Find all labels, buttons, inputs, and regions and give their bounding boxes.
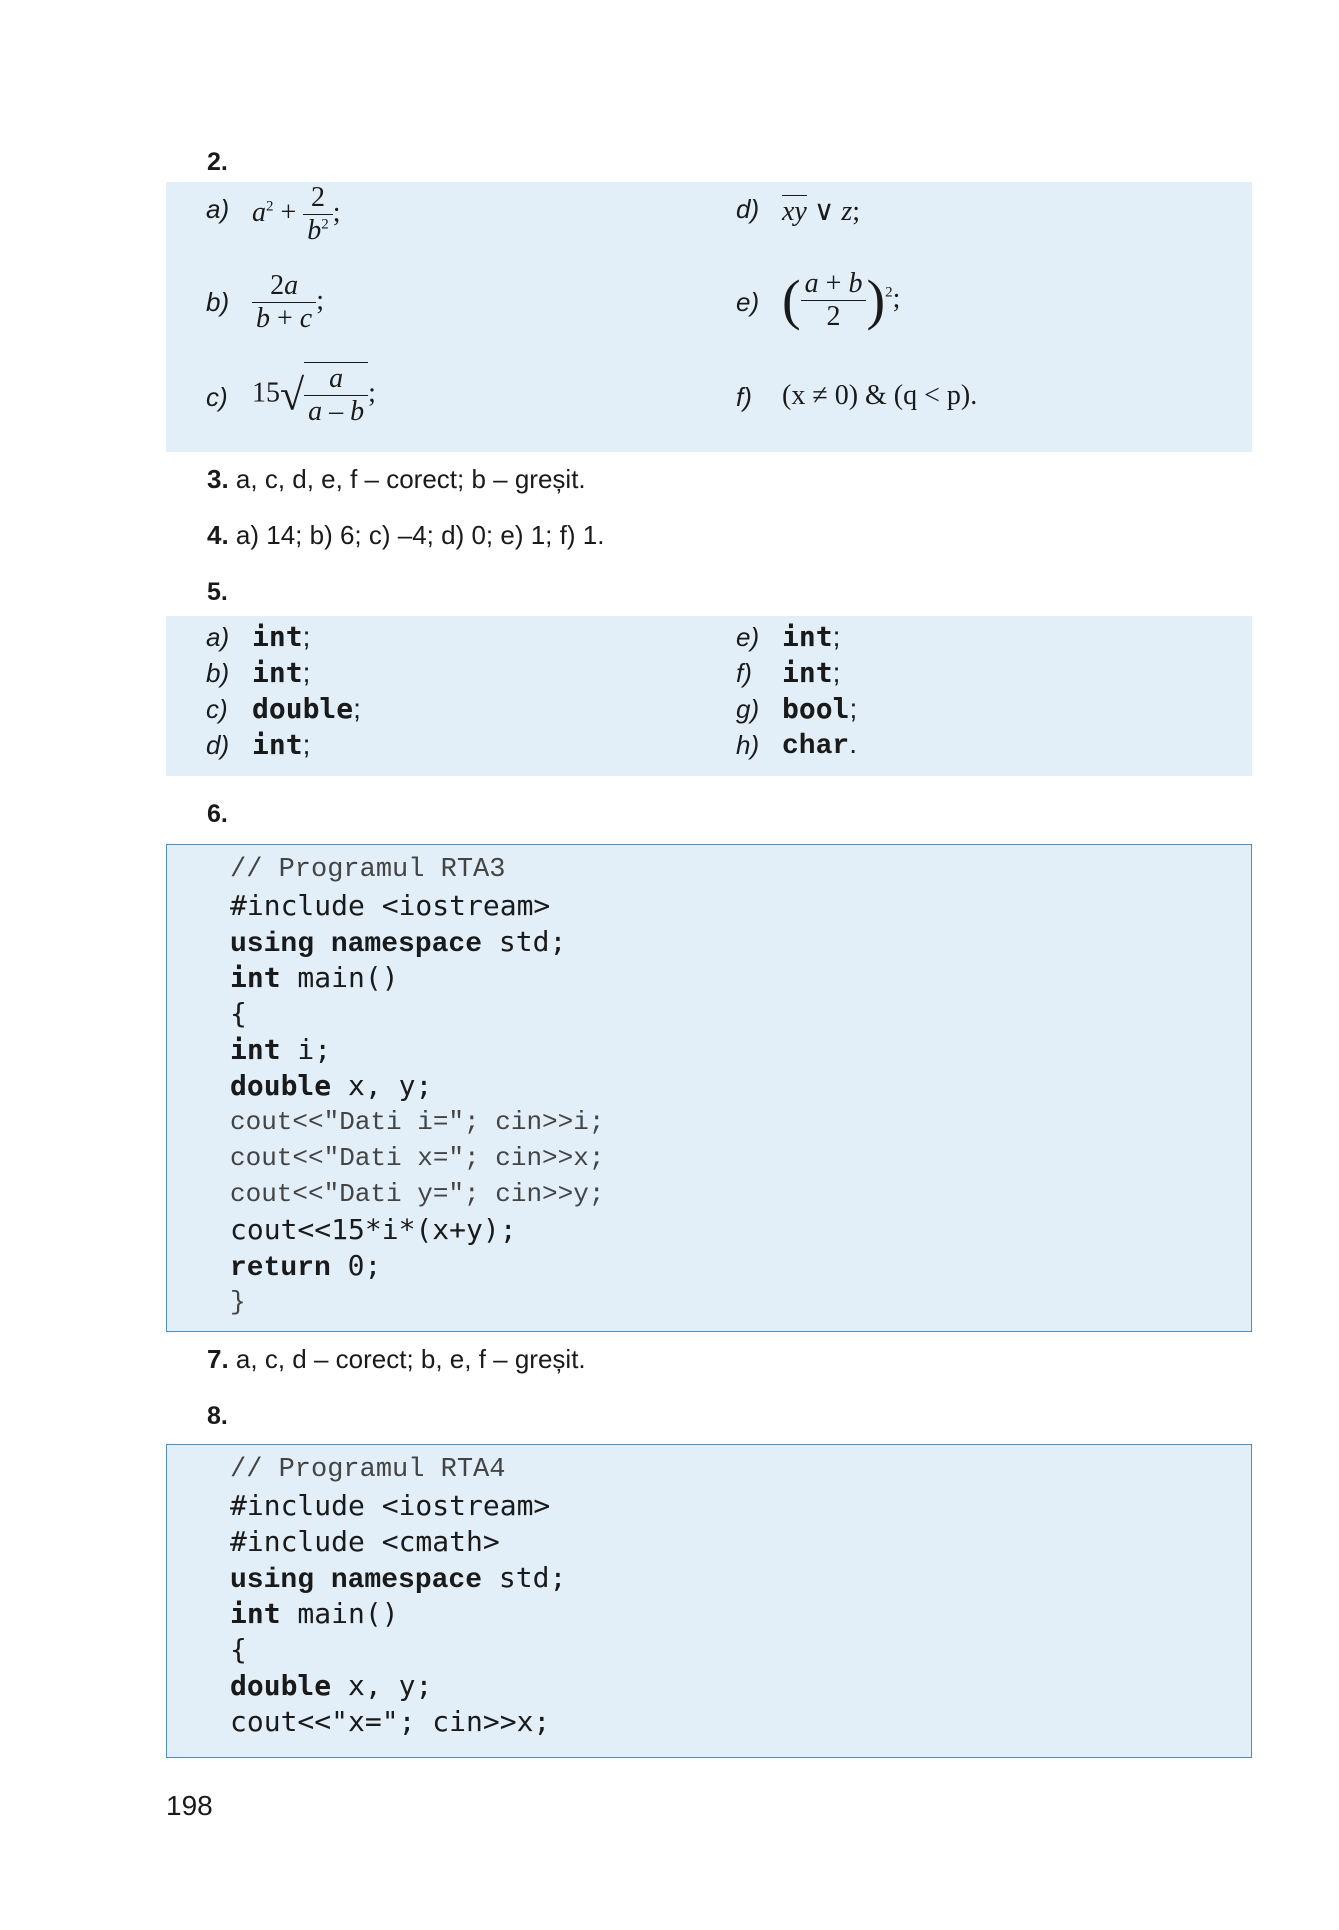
exercise-number-6: 6. bbox=[207, 800, 228, 828]
type-answer: int; bbox=[782, 620, 841, 653]
type-answer: int; bbox=[252, 620, 311, 653]
item-label-f: f) bbox=[736, 382, 752, 412]
item-label-a: a) bbox=[206, 194, 230, 224]
type-answer: int; bbox=[252, 728, 311, 761]
formula-f: (x ≠ 0) & (q < p). bbox=[782, 380, 978, 411]
code-line: #include <cmath> bbox=[230, 1525, 500, 1558]
type-label: b) bbox=[206, 658, 230, 688]
exercise-3-answer: a, c, d, e, f – corect; b – greșit. bbox=[235, 464, 586, 494]
exercise-number-2: 2. bbox=[207, 148, 228, 176]
exercise-7 bbox=[207, 1344, 586, 1375]
type-label: a) bbox=[206, 622, 230, 652]
type-answer: char. bbox=[782, 728, 857, 762]
code-line: return 0; bbox=[230, 1249, 382, 1284]
code-line: double x, y; bbox=[230, 1069, 433, 1102]
exercise-4-answer: a) 14; b) 6; c) –4; d) 0; e) 1; f) 1. bbox=[235, 520, 605, 550]
page-number: 198 bbox=[166, 1790, 213, 1821]
item-label-c: c) bbox=[206, 382, 228, 412]
type-label: d) bbox=[206, 730, 230, 760]
type-answer: bool; bbox=[782, 692, 858, 725]
code-line: } bbox=[230, 1287, 246, 1317]
exercise-number-3: 3. bbox=[207, 464, 229, 494]
exercise-number-7: 7. bbox=[207, 1344, 229, 1374]
code-line: #include <iostream> bbox=[230, 1489, 551, 1522]
type-label: e) bbox=[736, 622, 760, 652]
formula-b: $\frac{2a}{b + c}$ ; bbox=[252, 270, 324, 335]
code-line: cout<<"Dati i="; cin>>i; bbox=[230, 1107, 605, 1137]
type-answer: int; bbox=[252, 656, 311, 689]
exercise-number-8: 8. bbox=[207, 1402, 228, 1430]
formula-c: 15√ $\frac{a}{a - b}$ ; bbox=[252, 363, 376, 427]
exercise-4 bbox=[207, 520, 604, 551]
code-comment: // Programul RTA3 bbox=[230, 855, 506, 885]
type-label: f) bbox=[736, 658, 752, 688]
code-line: cout<<15*i*(x+y); bbox=[230, 1213, 517, 1246]
code-line: int main() bbox=[230, 961, 399, 994]
type-label: c) bbox=[206, 694, 228, 724]
code-block-rta3 bbox=[166, 844, 1252, 1332]
code-line: using namespace std; bbox=[230, 1561, 567, 1596]
item-label-d: d) bbox=[736, 194, 760, 224]
exercise-number-5: 5. bbox=[207, 578, 228, 606]
exercise-5-panel bbox=[166, 616, 1252, 776]
exercise-3 bbox=[207, 464, 586, 495]
code-line: { bbox=[230, 997, 247, 1030]
formula-d: xy ∨ z; bbox=[782, 196, 861, 227]
exercise-2-panel bbox=[166, 182, 1252, 452]
code-line: { bbox=[230, 1633, 247, 1666]
type-answer: int; bbox=[782, 656, 841, 689]
code-line: cout<<"Dati x="; cin>>x; bbox=[230, 1143, 605, 1173]
code-line: double x, y; bbox=[230, 1669, 433, 1702]
exercise-number-4: 4. bbox=[207, 520, 229, 550]
formula-a: $a^2$ + $\frac{2}{b^2}$ ; bbox=[252, 182, 341, 246]
formula-e: ( $\frac{a + b}{2}$ )$^2$; bbox=[782, 268, 901, 332]
item-label-b: b) bbox=[206, 287, 230, 317]
code-comment: // Programul RTA4 bbox=[230, 1455, 506, 1485]
code-line: int main() bbox=[230, 1597, 399, 1630]
type-answer: double; bbox=[252, 692, 361, 725]
code-line: using namespace std; bbox=[230, 925, 567, 960]
code-line: #include <iostream> bbox=[230, 889, 551, 922]
code-line: cout<<"x="; cin>>x; bbox=[230, 1705, 551, 1738]
code-line: cout<<"Dati y="; cin>>y; bbox=[230, 1179, 605, 1209]
code-line: int i; bbox=[230, 1033, 332, 1066]
item-label-e: e) bbox=[736, 287, 760, 317]
code-block-rta4 bbox=[166, 1444, 1252, 1758]
type-label: h) bbox=[736, 730, 760, 760]
exercise-7-answer: a, c, d – corect; b, e, f – greșit. bbox=[235, 1344, 586, 1374]
type-label: g) bbox=[736, 694, 760, 724]
